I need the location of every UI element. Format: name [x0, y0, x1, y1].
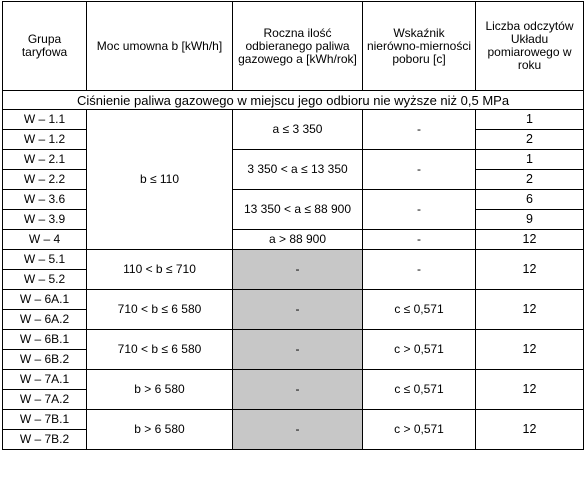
header-roczna: Roczna ilość odbieranego paliwa gazowego a [kWh/rok]: [233, 2, 363, 91]
roczna-cell: -: [233, 370, 363, 410]
group-cell: W – 3.6: [3, 190, 87, 210]
table-row: [3, 330, 584, 350]
moc-cell: 710 < b ≤ 6 580: [87, 290, 233, 330]
group-cell: W – 7A.2: [3, 390, 87, 410]
wskaznik-cell: c > 0,571: [363, 410, 476, 450]
wskaznik-cell: c > 0,571: [363, 330, 476, 370]
group-cell: W – 7B.2: [3, 430, 87, 450]
roczna-cell: -: [233, 290, 363, 330]
group-cell: W – 1.2: [3, 130, 87, 150]
liczba-cell: 6: [476, 190, 584, 210]
group-cell: W – 4: [3, 230, 87, 250]
wskaznik-cell: c ≤ 0,571: [363, 370, 476, 410]
moc-cell: b > 6 580: [87, 410, 233, 450]
liczba-cell: 1: [476, 150, 584, 170]
liczba-cell: 2: [476, 170, 584, 190]
roczna-cell: -: [233, 330, 363, 370]
moc-cell: b > 6 580: [87, 370, 233, 410]
group-cell: W – 6A.1: [3, 290, 87, 310]
liczba-cell: 12: [476, 370, 584, 410]
wskaznik-cell: -: [363, 190, 476, 230]
roczna-cell: -: [233, 410, 363, 450]
group-cell: W – 6B.2: [3, 350, 87, 370]
table-row: [3, 250, 584, 270]
group-cell: W – 7A.1: [3, 370, 87, 390]
roczna-cell: -: [233, 250, 363, 290]
liczba-cell: 12: [476, 330, 584, 370]
header-moc: Moc umowna b [kWh/h]: [87, 2, 233, 91]
tariff-table: [2, 1, 584, 450]
liczba-cell: 2: [476, 130, 584, 150]
group-cell: W – 5.1: [3, 250, 87, 270]
group-cell: W – 7B.1: [3, 410, 87, 430]
roczna-cell: a ≤ 3 350: [233, 110, 363, 150]
wskaznik-cell: -: [363, 230, 476, 250]
group-cell: W – 6A.2: [3, 310, 87, 330]
wskaznik-cell: -: [363, 110, 476, 150]
moc-cell: 110 < b ≤ 710: [87, 250, 233, 290]
pressure-label: Ciśnienie paliwa gazowego w miejscu jego odbioru nie wyższe niż 0,5 MPa: [3, 91, 584, 110]
roczna-cell: 13 350 < a ≤ 88 900: [233, 190, 363, 230]
group-cell: W – 5.2: [3, 270, 87, 290]
table-row: [3, 370, 584, 390]
liczba-cell: 12: [476, 410, 584, 450]
roczna-cell: a > 88 900: [233, 230, 363, 250]
group-cell: W – 6B.1: [3, 330, 87, 350]
pressure-row: [3, 91, 584, 110]
roczna-cell: 3 350 < a ≤ 13 350: [233, 150, 363, 190]
header-row: [3, 2, 584, 91]
table-row: [3, 410, 584, 430]
group-cell: W – 3.9: [3, 210, 87, 230]
wskaznik-cell: -: [363, 150, 476, 190]
liczba-cell: 1: [476, 110, 584, 130]
wskaznik-cell: c ≤ 0,571: [363, 290, 476, 330]
liczba-cell: 12: [476, 290, 584, 330]
liczba-cell: 12: [476, 230, 584, 250]
wskaznik-cell: -: [363, 250, 476, 290]
table-row: [3, 290, 584, 310]
header-wskaznik: Wskaźnik nierówno-mierności poboru [c]: [363, 2, 476, 91]
moc-cell: b ≤ 110: [87, 110, 233, 250]
table-row: [3, 110, 584, 130]
liczba-cell: 9: [476, 210, 584, 230]
header-liczba: Liczba odczytów Układu pomiarowego w roku: [476, 2, 584, 91]
liczba-cell: 12: [476, 250, 584, 290]
header-grupa: Grupa taryfowa: [3, 2, 87, 91]
group-cell: W – 2.2: [3, 170, 87, 190]
moc-cell: 710 < b ≤ 6 580: [87, 330, 233, 370]
group-cell: W – 1.1: [3, 110, 87, 130]
group-cell: W – 2.1: [3, 150, 87, 170]
